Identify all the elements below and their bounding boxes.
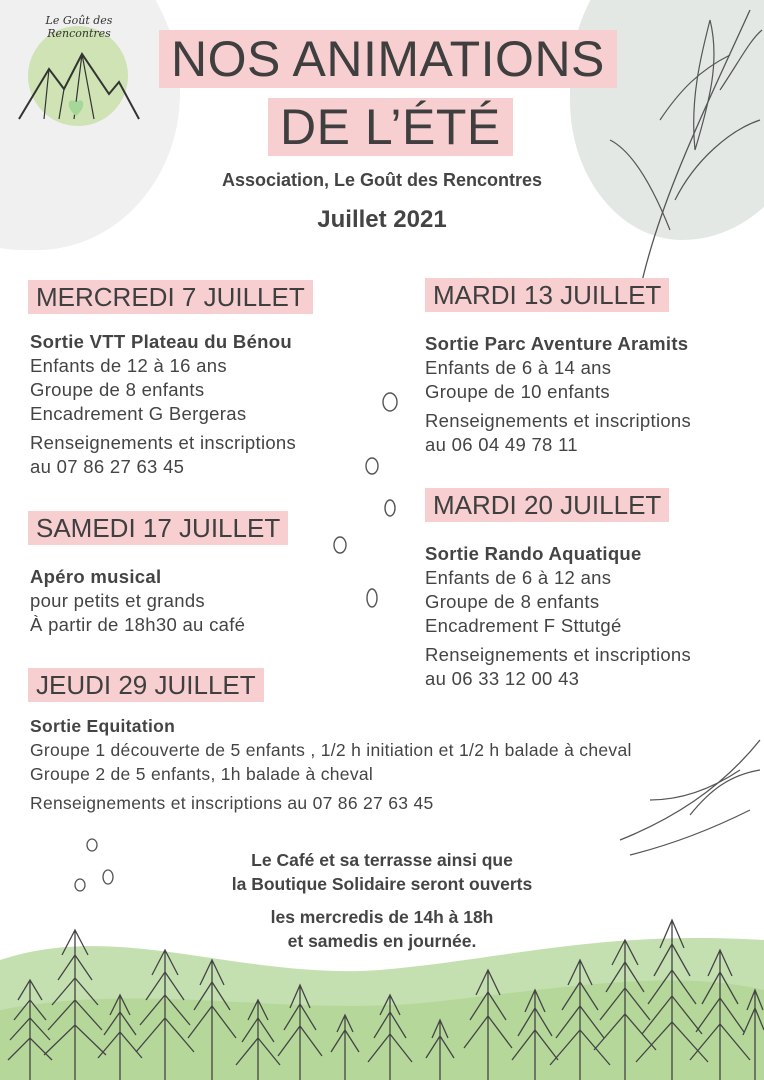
event-contact: Renseignements et inscriptions au 07 86 27 63 45 xyxy=(30,793,434,813)
event-contact-phone: au 07 86 27 63 45 xyxy=(30,456,185,477)
event-title: Sortie Parc Aventure Aramits xyxy=(425,333,689,354)
event-line: Encadrement G Bergeras xyxy=(30,403,247,424)
month-label: Juillet 2021 xyxy=(317,206,447,233)
event-contact: Renseignements et inscriptions xyxy=(30,432,297,453)
event-block-mardi-13 xyxy=(425,332,691,457)
event-line: Groupe 1 découverte de 5 enfants , 1/2 h initiation et 1/2 h balade à cheval xyxy=(30,740,632,760)
event-line: Encadrement F Sttutgé xyxy=(425,615,622,636)
mountain-heart-logo-icon xyxy=(14,44,144,124)
day-tag-jeudi-29: JEUDI 29 JUILLET xyxy=(28,668,264,702)
logo-text: Le Goût des Rencontres xyxy=(45,14,113,40)
event-contact-phone: au 06 04 49 78 11 xyxy=(425,434,578,455)
event-block-mercredi-7 xyxy=(30,330,296,479)
title-line-2: DE L’ÉTÉ xyxy=(268,98,513,156)
event-line: À partir de 18h30 au café xyxy=(30,614,246,635)
event-line: Groupe de 8 enfants xyxy=(425,591,600,612)
footer-line-4: et samedis en journée. xyxy=(287,931,477,951)
event-contact: Renseignements et inscriptions xyxy=(425,410,692,431)
event-line: Enfants de 6 à 12 ans xyxy=(425,567,612,588)
event-title: Sortie VTT Plateau du Bénou xyxy=(30,331,292,352)
forest-hills-illustration-icon xyxy=(0,900,764,1080)
event-line: Groupe 2 de 5 enfants, 1h balade à cheval xyxy=(30,764,374,784)
day-tag-mardi-20: MARDI 20 JUILLET xyxy=(425,488,669,522)
event-line: Enfants de 12 à 16 ans xyxy=(30,355,227,376)
event-block-jeudi-29 xyxy=(30,714,632,815)
event-title: Sortie Rando Aquatique xyxy=(425,543,642,564)
event-line: Groupe de 8 enfants xyxy=(30,379,205,400)
event-title: Apéro musical xyxy=(30,566,162,587)
event-line: Enfants de 6 à 14 ans xyxy=(425,357,612,378)
footer-line-3: les mercredis de 14h à 18h xyxy=(270,907,494,927)
day-tag-mardi-13: MARDI 13 JUILLET xyxy=(425,278,669,312)
event-contact: Renseignements et inscriptions xyxy=(425,644,692,665)
leaf-branch-bottom-icon xyxy=(610,730,764,860)
footer-line-2: la Boutique Solidaire seront ouverts xyxy=(231,874,533,894)
event-block-samedi-17 xyxy=(30,565,245,637)
association-name: Association, Le Goût des Rencontres xyxy=(221,170,543,190)
event-title: Sortie Equitation xyxy=(30,716,176,736)
logo xyxy=(14,14,144,124)
event-line: Groupe de 10 enfants xyxy=(425,381,610,402)
event-block-mardi-20 xyxy=(425,542,691,691)
title-line-1: NOS ANIMATIONS xyxy=(159,30,617,88)
pebbles-middle-icon xyxy=(320,380,420,620)
event-line: pour petits et grands xyxy=(30,590,205,611)
event-contact-phone: au 06 33 12 00 43 xyxy=(425,668,580,689)
day-tag-samedi-17: SAMEDI 17 JUILLET xyxy=(28,511,288,545)
footer-line-1: Le Café et sa terrasse ainsi que xyxy=(251,850,513,870)
leaf-branch-top-icon xyxy=(600,0,764,300)
day-tag-mercredi-7: MERCREDI 7 JUILLET xyxy=(28,280,313,314)
